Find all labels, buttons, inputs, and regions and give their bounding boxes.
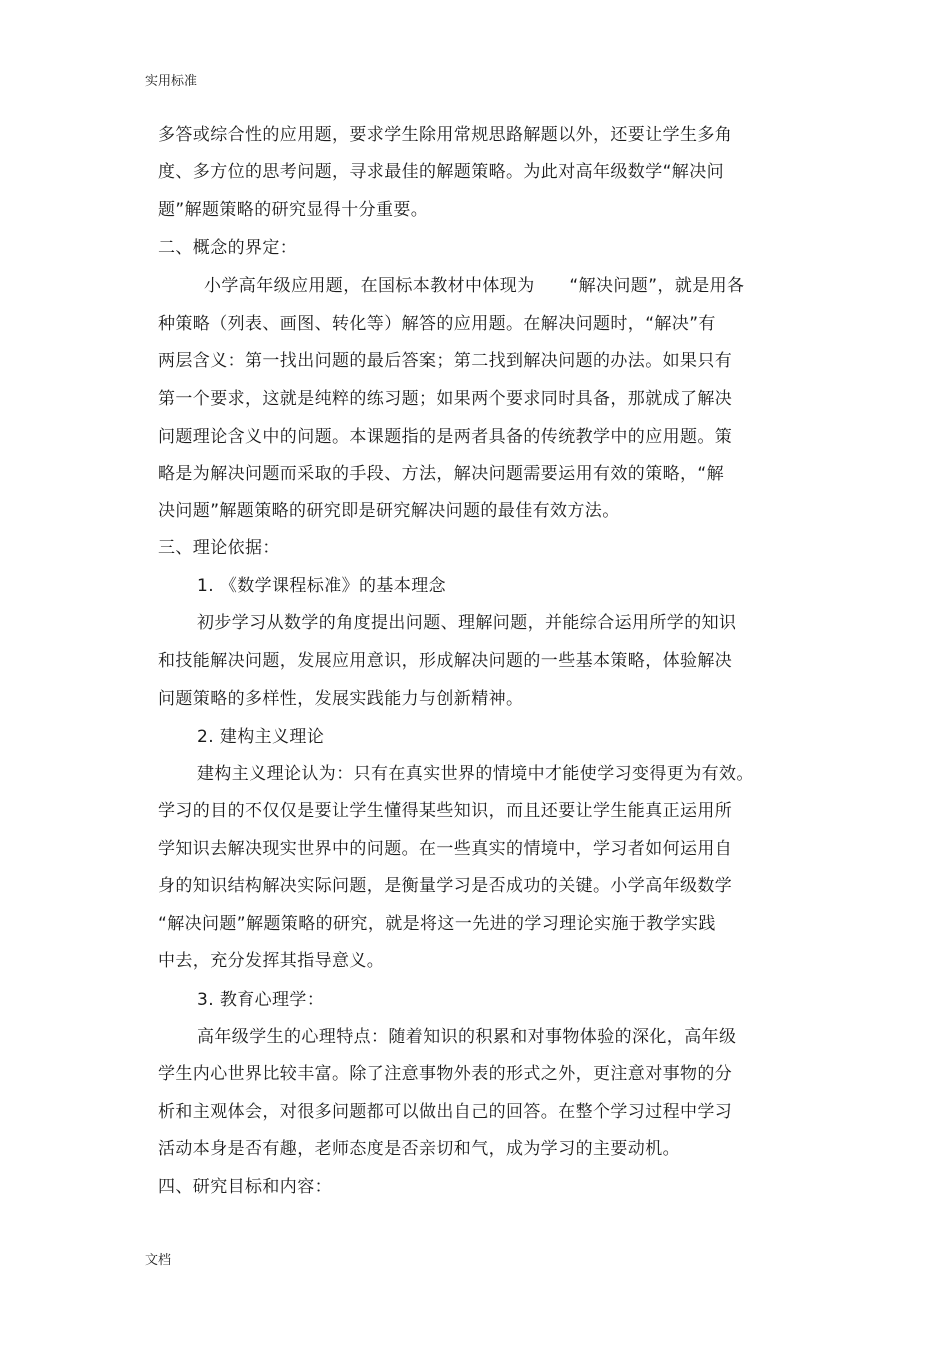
subsection-heading: 1. 《数学课程标准》的基本理念 [197,576,447,596]
paragraph-line: “解决问题”解题策略的研究，就是将这一先进的学习理论实施于教学实践 [158,914,716,934]
paragraph-line: 初步学习从数学的角度提出问题、理解问题，并能综合运用所学的知识 [197,613,737,633]
section-heading: 四、研究目标和内容： [158,1177,332,1197]
paragraph-line: 决问题”解题策略的研究即是研究解决问题的最佳有效方法。 [158,501,620,521]
paragraph-line: 高年级学生的心理特点：随着知识的积累和对事物体验的深化，高年级 [197,1027,737,1047]
paragraph-line: 第一个要求，这就是纯粹的练习题；如果两个要求同时具备，那就成了解决 [158,389,733,409]
paragraph-line: 问题理论含义中的问题。本课题指的是两者具备的传统教学中的应用题。策 [158,427,733,447]
paragraph-line: 略是为解决问题而采取的手段、方法，解决问题需要运用有效的策略，“解 [158,464,725,484]
paragraph-line: 中去，充分发挥其指导意义。 [158,951,385,971]
paragraph-line: 度、多方位的思考问题，寻求最佳的解题策略。为此对高年级数学“解决问 [158,162,725,182]
paragraph-line: 问题策略的多样性，发展实践能力与创新精神。 [158,689,524,709]
paragraph-line: 和技能解决问题，发展应用意识，形成解决问题的一些基本策略，体验解决 [158,651,733,671]
paragraph-line: 活动本身是否有趣，老师态度是否亲切和气，成为学习的主要动机。 [158,1139,680,1159]
paragraph-line: 种策略（列表、画图、转化等）解答的应用题。在解决问题时，“解决”有 [158,314,716,334]
paragraph-line: 析和主观体会，对很多问题都可以做出自己的回答。在整个学习过程中学习 [158,1102,733,1122]
paragraph-line: 学生内心世界比较丰富。除了注意事物外表的形式之外，更注意对事物的分 [158,1064,733,1084]
paragraph-line: 身的知识结构解决实际问题，是衡量学习是否成功的关键。小学高年级数学 [158,876,733,896]
page-footer: 文档 [145,1253,172,1268]
subsection-heading: 2. 建构主义理论 [197,727,325,747]
paragraph-line: 小学高年级应用题，在国标本教材中体现为 “解决问题”，就是用各 [204,276,745,296]
subsection-heading: 3. 教育心理学： [197,990,325,1010]
paragraph-line: 多答或综合性的应用题，要求学生除用常规思路解题以外，还要让学生多角 [158,125,733,145]
paragraph-line: 学知识去解决现实世界中的问题。在一些真实的情境中，学习者如何运用自 [158,839,733,859]
section-heading: 二、概念的界定： [158,238,298,258]
paragraph-line: 学习的目的不仅仅是要让学生懂得某些知识，而且还要让学生能真正运用所 [158,801,733,821]
paragraph-line: 建构主义理论认为：只有在真实世界的情境中才能使学习变得更为有效。 [197,764,754,784]
page-header: 实用标准 [145,74,198,89]
section-heading: 三、理论依据： [158,538,280,558]
paragraph-line: 题”解题策略的研究显得十分重要。 [158,200,429,220]
paragraph-line: 两层含义：第一找出问题的最后答案；第二找到解决问题的办法。如果只有 [158,351,733,371]
